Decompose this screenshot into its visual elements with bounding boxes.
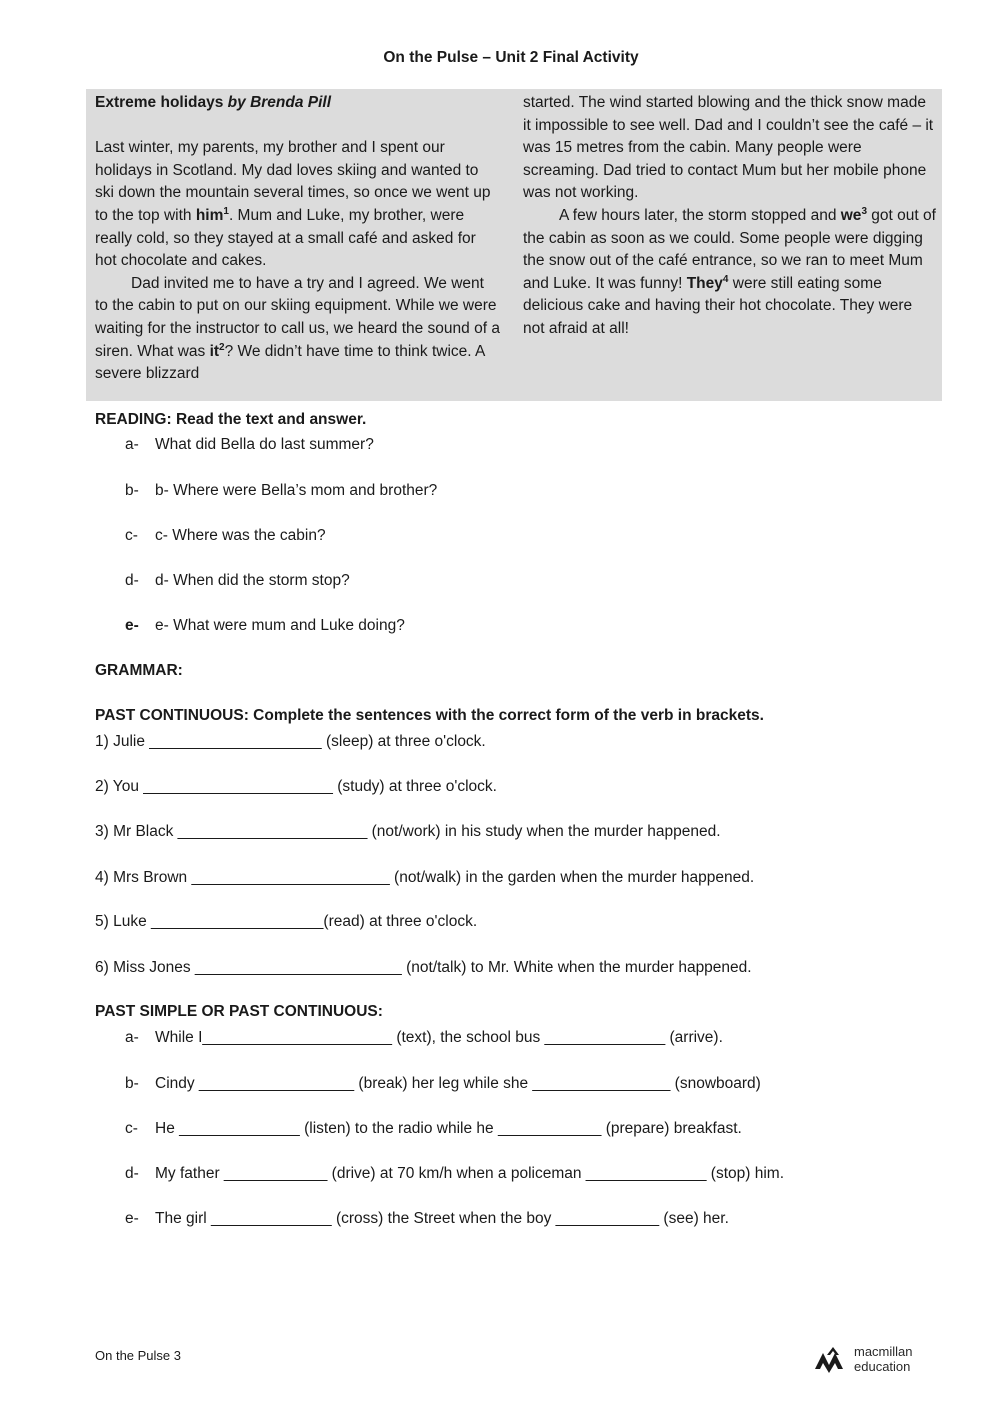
past-continuous-item: 3) Mr Black ______________________ (not/work) in his study when the murder happened. <box>95 823 721 840</box>
past-continuous-heading: PAST CONTINUOUS: Complete the sentences with the correct form of the verb in brackets. <box>95 707 764 724</box>
paragraph-2-part-1: Dad invited me to have a try and I agreed. We went to the cabin to put on our skiing equipment. While we were waiting for the instructor to call us, we heard the sound of a siren. What was $it^2$? We didn’t have time to think twice. A severe blizzard <box>95 274 500 383</box>
item-letter: e- <box>125 1210 139 1227</box>
macmillan-education-logo <box>813 1343 933 1377</box>
page-title: On the Pulse – Unit 2 Final Activity <box>383 49 639 66</box>
item-text: He ______________ (listen) to the radio while he ____________ (prepare) breakfast. <box>155 1120 742 1137</box>
item-letter: b- <box>125 1075 139 1092</box>
reading-heading: READING: Read the text and answer. <box>95 411 367 428</box>
question-text: b- Where were Bella’s mom and brother? <box>155 482 438 499</box>
item-text: While I______________________ (text), the school bus ______________ (arrive). <box>155 1029 723 1046</box>
item-text: My father ____________ (drive) at 70 km/h when a policeman ______________ (stop) him. <box>155 1165 785 1182</box>
item-letter: c- <box>125 1120 138 1137</box>
footer-book-title: On the Pulse 3 <box>95 1348 181 1363</box>
text-column-left <box>95 92 500 386</box>
question-text: What did Bella do last summer? <box>155 436 374 453</box>
question-text: d- When did the storm stop? <box>155 572 350 589</box>
paragraph-3: A few hours later, the storm stopped and $we^3$ got out of the cabin as soon as we could. Some people were digging the snow out of the café entrance, so we ran to meet Mum and Luke. It was funny! They$^4$ were still eating some delicious cake and having their hot chocolate. They were not afraid at all! <box>523 205 936 337</box>
past-continuous-item: 2) You ______________________ (study) at three o'clock. <box>95 778 497 795</box>
paragraph-2-part-2: started. The wind started blowing and the thick snow made it impossible to see well. Dad and I couldn’t see the café – it was 15 metres from the cabin. Many people were screaming. Dad tried to contact Mum but her mobile phone was not working. <box>523 94 934 202</box>
text-column-right <box>523 92 937 341</box>
question-letter: b- <box>125 482 139 499</box>
story-title: Extreme holidays <box>95 94 224 111</box>
past-continuous-item: 6) Miss Jones ________________________ (not/talk) to Mr. White when the murder happened. <box>95 959 752 976</box>
question-letter: c- <box>125 527 138 544</box>
question-letter: d- <box>125 572 139 589</box>
grammar-heading: GRAMMAR: <box>95 662 183 679</box>
past-simple-continuous-heading: PAST SIMPLE OR PAST CONTINUOUS: <box>95 1003 383 1020</box>
paragraph-1: Last winter, my parents, my brother and I spent our holidays in Scotland. My dad loves skiing and wanted to ski down the mountain several times, so once we went up to the top with him$^1$. Mum and Luke, my brother, were really cold, so they stayed at a small café and asked for hot chocolate and cakes. <box>95 139 491 270</box>
question-text: c- Where was the cabin? <box>155 527 326 544</box>
logo-wordmark: macmillan education <box>854 1344 913 1374</box>
item-text: Cindy __________________ (break) her leg while she ________________ (snowboard) <box>155 1075 761 1092</box>
item-text: The girl ______________ (cross) the Street when the boy ____________ (see) her. <box>155 1210 729 1227</box>
macmillan-logo-icon <box>813 1343 851 1375</box>
past-continuous-item: 4) Mrs Brown _______________________ (not/walk) in the garden when the murder happened. <box>95 869 755 886</box>
item-letter: d- <box>125 1165 139 1182</box>
past-continuous-item: 1) Julie ____________________ (sleep) at three o'clock. <box>95 733 486 750</box>
past-continuous-item: 5) Luke ____________________(read) at three o'clock. <box>95 913 478 930</box>
reading-text-box <box>86 89 942 401</box>
item-letter: a- <box>125 1029 139 1046</box>
question-letter: a- <box>125 436 139 453</box>
story-byline: by Brenda Pill <box>227 94 332 111</box>
question-letter: e- <box>125 617 139 634</box>
question-text: e- What were mum and Luke doing? <box>155 617 405 634</box>
